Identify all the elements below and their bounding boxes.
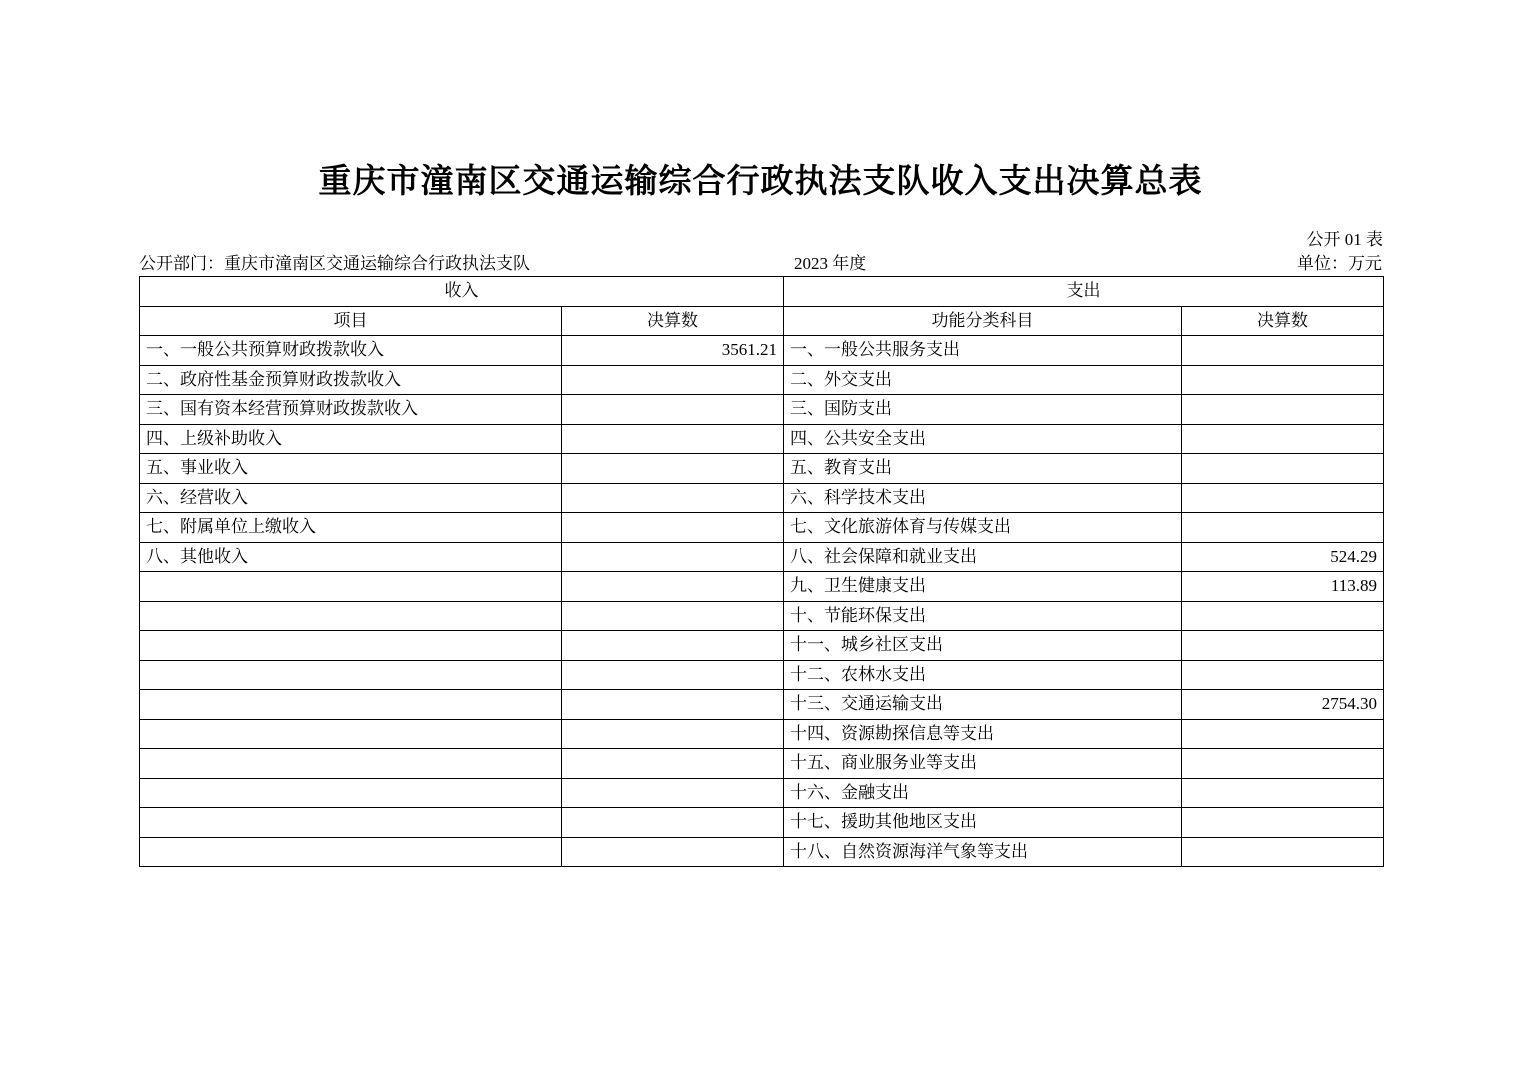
- expenditure-amount: [1182, 631, 1384, 661]
- income-item: [140, 749, 562, 779]
- expenditure-item: 十一、城乡社区支出: [784, 631, 1182, 661]
- income-item: 四、上级补助收入: [140, 424, 562, 454]
- income-amount: [562, 808, 784, 838]
- expenditure-amount: [1182, 719, 1384, 749]
- expenditure-item: 十七、援助其他地区支出: [784, 808, 1182, 838]
- table-row: [140, 719, 1384, 749]
- income-amount: [562, 660, 784, 690]
- expenditure-item: 四、公共安全支出: [784, 424, 1182, 454]
- table-row: [140, 631, 1384, 661]
- table-row: [140, 660, 1384, 690]
- expenditure-item: 十六、金融支出: [784, 778, 1182, 808]
- expenditure-amount: [1182, 483, 1384, 513]
- income-amount: [562, 601, 784, 631]
- column-header-expenditure-amount: 决算数: [1182, 306, 1384, 336]
- income-item: [140, 719, 562, 749]
- income-item: 二、政府性基金预算财政拨款收入: [140, 365, 562, 395]
- income-item: [140, 572, 562, 602]
- income-item: [140, 601, 562, 631]
- expenditure-amount: [1182, 513, 1384, 543]
- expenditure-amount: [1182, 749, 1384, 779]
- expenditure-amount: [1182, 808, 1384, 838]
- column-header-row: [140, 306, 1384, 336]
- expenditure-item: 十二、农林水支出: [784, 660, 1182, 690]
- expenditure-amount: 524.29: [1182, 542, 1384, 572]
- income-item: [140, 631, 562, 661]
- expenditure-amount: [1182, 424, 1384, 454]
- budget-table: [139, 276, 1384, 867]
- table-row: [140, 837, 1384, 867]
- group-header-income: 收入: [140, 277, 784, 307]
- table-row: [140, 336, 1384, 366]
- income-amount: [562, 542, 784, 572]
- income-item: 一、一般公共预算财政拨款收入: [140, 336, 562, 366]
- group-header-expenditure: 支出: [784, 277, 1384, 307]
- expenditure-item: 二、外交支出: [784, 365, 1182, 395]
- expenditure-amount: [1182, 365, 1384, 395]
- table-row: [140, 424, 1384, 454]
- income-item: 七、附属单位上缴收入: [140, 513, 562, 543]
- income-item: [140, 660, 562, 690]
- income-item: [140, 837, 562, 867]
- expenditure-item: 十五、商业服务业等支出: [784, 749, 1182, 779]
- table-body: [140, 277, 1384, 867]
- expenditure-item: 七、文化旅游体育与传媒支出: [784, 513, 1182, 543]
- income-amount: [562, 454, 784, 484]
- income-item: 八、其他收入: [140, 542, 562, 572]
- income-amount: [562, 690, 784, 720]
- income-amount: [562, 778, 784, 808]
- income-amount: [562, 837, 784, 867]
- table-row: [140, 749, 1384, 779]
- table-row: [140, 395, 1384, 425]
- expenditure-item: 五、教育支出: [784, 454, 1182, 484]
- income-amount: [562, 365, 784, 395]
- income-amount: [562, 513, 784, 543]
- amount-unit: 单位：万元: [1297, 254, 1382, 273]
- expenditure-item: 十三、交通运输支出: [784, 690, 1182, 720]
- expenditure-item: 三、国防支出: [784, 395, 1182, 425]
- table-row: [140, 572, 1384, 602]
- expenditure-item: 六、科学技术支出: [784, 483, 1182, 513]
- expenditure-item: 一、一般公共服务支出: [784, 336, 1182, 366]
- table-row: [140, 808, 1384, 838]
- page-title: 重庆市潼南区交通运输综合行政执法支队收入支出决算总表: [318, 164, 1203, 200]
- income-amount: [562, 572, 784, 602]
- expenditure-amount: [1182, 395, 1384, 425]
- table-row: [140, 690, 1384, 720]
- income-amount: [562, 483, 784, 513]
- income-amount: [562, 749, 784, 779]
- table-row: [140, 454, 1384, 484]
- expenditure-amount: [1182, 336, 1384, 366]
- expenditure-amount: [1182, 778, 1384, 808]
- expenditure-amount: 2754.30: [1182, 690, 1384, 720]
- expenditure-amount: [1182, 601, 1384, 631]
- income-item: 六、经营收入: [140, 483, 562, 513]
- income-amount: [562, 719, 784, 749]
- table-row: [140, 778, 1384, 808]
- income-amount: [562, 631, 784, 661]
- table-row: [140, 483, 1384, 513]
- meta-row: [139, 249, 1382, 271]
- table-row: [140, 513, 1384, 543]
- expenditure-item: 十、节能环保支出: [784, 601, 1182, 631]
- expenditure-item: 十四、资源勘探信息等支出: [784, 719, 1182, 749]
- expenditure-amount: 113.89: [1182, 572, 1384, 602]
- column-header-expenditure-item: 功能分类科目: [784, 306, 1182, 336]
- expenditure-amount: [1182, 837, 1384, 867]
- group-header-row: [140, 277, 1384, 307]
- income-item: [140, 690, 562, 720]
- expenditure-amount: [1182, 660, 1384, 690]
- income-amount: [562, 424, 784, 454]
- column-header-income-item: 项目: [140, 306, 562, 336]
- income-item: [140, 778, 562, 808]
- table-row: [140, 365, 1384, 395]
- column-header-income-amount: 决算数: [562, 306, 784, 336]
- table-row: [140, 542, 1384, 572]
- income-item: 三、国有资本经营预算财政拨款收入: [140, 395, 562, 425]
- table-row: [140, 601, 1384, 631]
- fiscal-year: 2023 年度: [794, 254, 867, 273]
- expenditure-amount: [1182, 454, 1384, 484]
- expenditure-item: 十八、自然资源海洋气象等支出: [784, 837, 1182, 867]
- income-amount: [562, 395, 784, 425]
- expenditure-item: 九、卫生健康支出: [784, 572, 1182, 602]
- income-amount: 3561.21: [562, 336, 784, 366]
- income-item: 五、事业收入: [140, 454, 562, 484]
- department-label: 公开部门：重庆市潼南区交通运输综合行政执法支队: [139, 254, 530, 273]
- sheet-number: 公开 01 表: [1306, 230, 1383, 249]
- expenditure-item: 八、社会保障和就业支出: [784, 542, 1182, 572]
- income-item: [140, 808, 562, 838]
